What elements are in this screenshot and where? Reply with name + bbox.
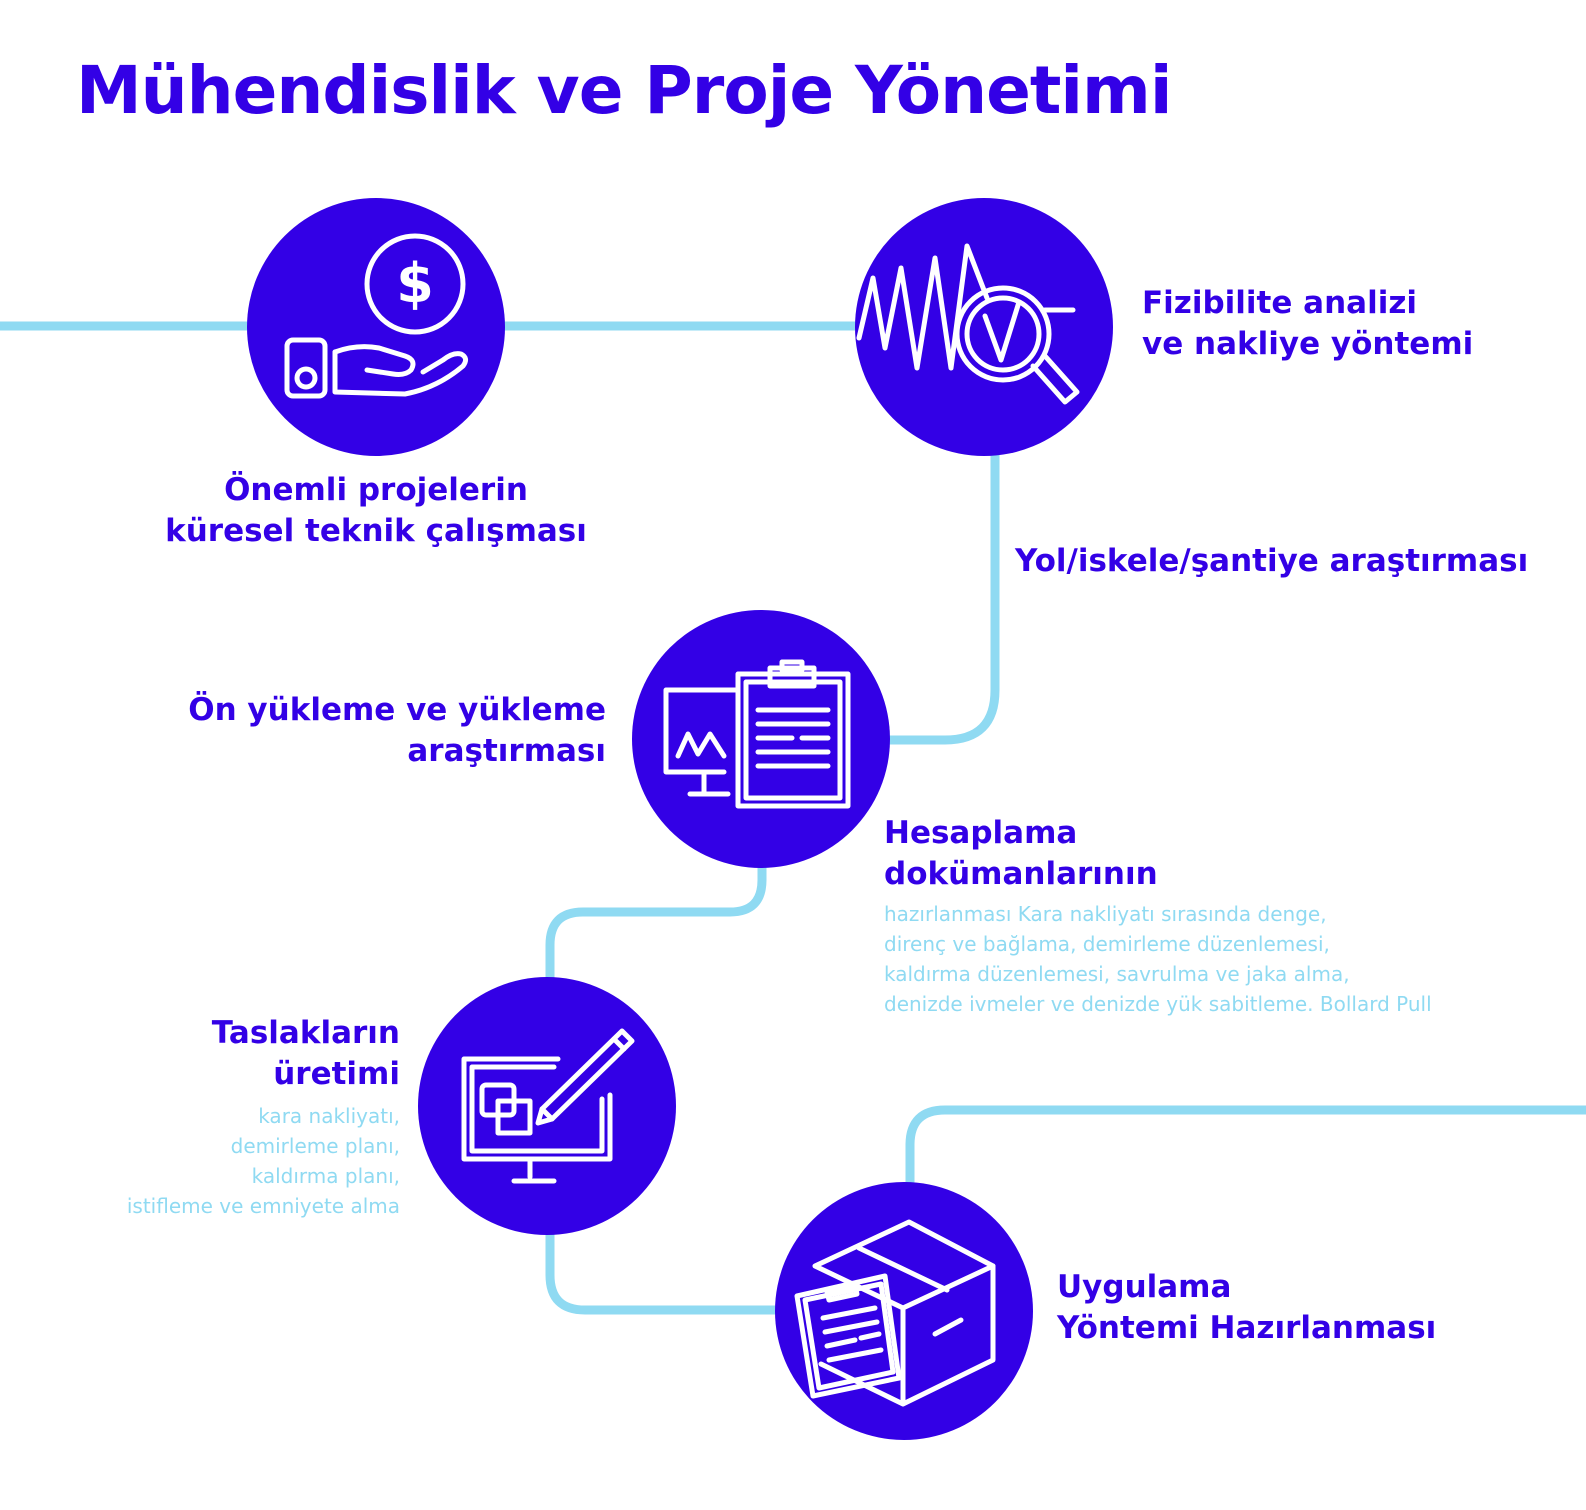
connector-line-to-step2 — [890, 440, 995, 740]
step-description-line: hazırlanması Kara nakliyatı sırasında denge, — [884, 902, 1327, 926]
step-description-line: kaldırma planı, — [251, 1164, 400, 1188]
step-label-calculation-docs — [884, 813, 1158, 895]
step-circle-method-statement — [775, 1182, 1033, 1440]
box-clipboard-icon — [775, 1182, 1033, 1440]
step-description-line: denizde ivmeler ve denizde yük sabitleme. Bollard Pull — [884, 992, 1432, 1016]
step-label-line: Yöntemi Hazırlanması — [1057, 1310, 1437, 1346]
page-title: Mühendislik ve Proje Yönetimi — [76, 52, 1172, 129]
step-label-line: Yol/iskele/şantiye araştırması — [1015, 543, 1529, 579]
connector-line-to-step3 — [550, 860, 762, 985]
step-label-line: Hesaplama — [884, 815, 1078, 851]
step-label-global-study — [150, 470, 602, 552]
step-description-calculation-docs — [884, 899, 1432, 1019]
step-label-drafts — [100, 1013, 400, 1095]
step-label-line: küresel teknik çalışması — [165, 513, 587, 549]
step-label-line: Taslakların — [211, 1015, 400, 1051]
step-label-line: ve nakliye yöntemi — [1142, 326, 1474, 362]
step-label-line: üretimi — [273, 1056, 400, 1092]
step-label-line: Uygulama — [1057, 1269, 1232, 1305]
monitor-clipboard-icon — [632, 610, 890, 868]
step-description-line: istifleme ve emniyete alma — [126, 1194, 400, 1218]
step-label-method-statement — [1057, 1267, 1436, 1349]
step-circle-loading-survey — [632, 610, 890, 868]
step-label-line: Önemli projelerin — [224, 472, 528, 508]
analysis-magnifier-icon — [855, 198, 1113, 456]
step-label-feasibility — [1142, 283, 1473, 365]
step-circle-drafts — [418, 977, 676, 1235]
step-label-line: Ön yükleme ve yükleme — [188, 692, 606, 728]
step-label-site-survey — [1015, 541, 1528, 582]
svg-text:$: $ — [396, 252, 434, 315]
step-description-line: demirleme planı, — [230, 1134, 400, 1158]
money-hand-icon — [247, 198, 505, 456]
step-circle-global-study — [247, 198, 505, 456]
step-description-line: kaldırma düzenlemesi, savrulma ve jaka alma, — [884, 962, 1350, 986]
step-description-line: direnç ve bağlama, demirleme düzenlemesi, — [884, 932, 1330, 956]
step-description-drafts — [60, 1101, 400, 1221]
connector-line-to-step4 — [550, 1230, 785, 1310]
step-description-line: kara nakliyatı, — [258, 1104, 400, 1128]
step-label-line: dokümanlarının — [884, 856, 1158, 892]
step-label-line: Fizibilite analizi — [1142, 285, 1418, 321]
monitor-pencil-icon — [418, 977, 676, 1235]
step-label-line: araştırması — [407, 733, 606, 769]
step-label-loading-survey — [150, 690, 606, 772]
connector-line-exit — [910, 1110, 1586, 1190]
step-circle-feasibility — [855, 198, 1113, 456]
